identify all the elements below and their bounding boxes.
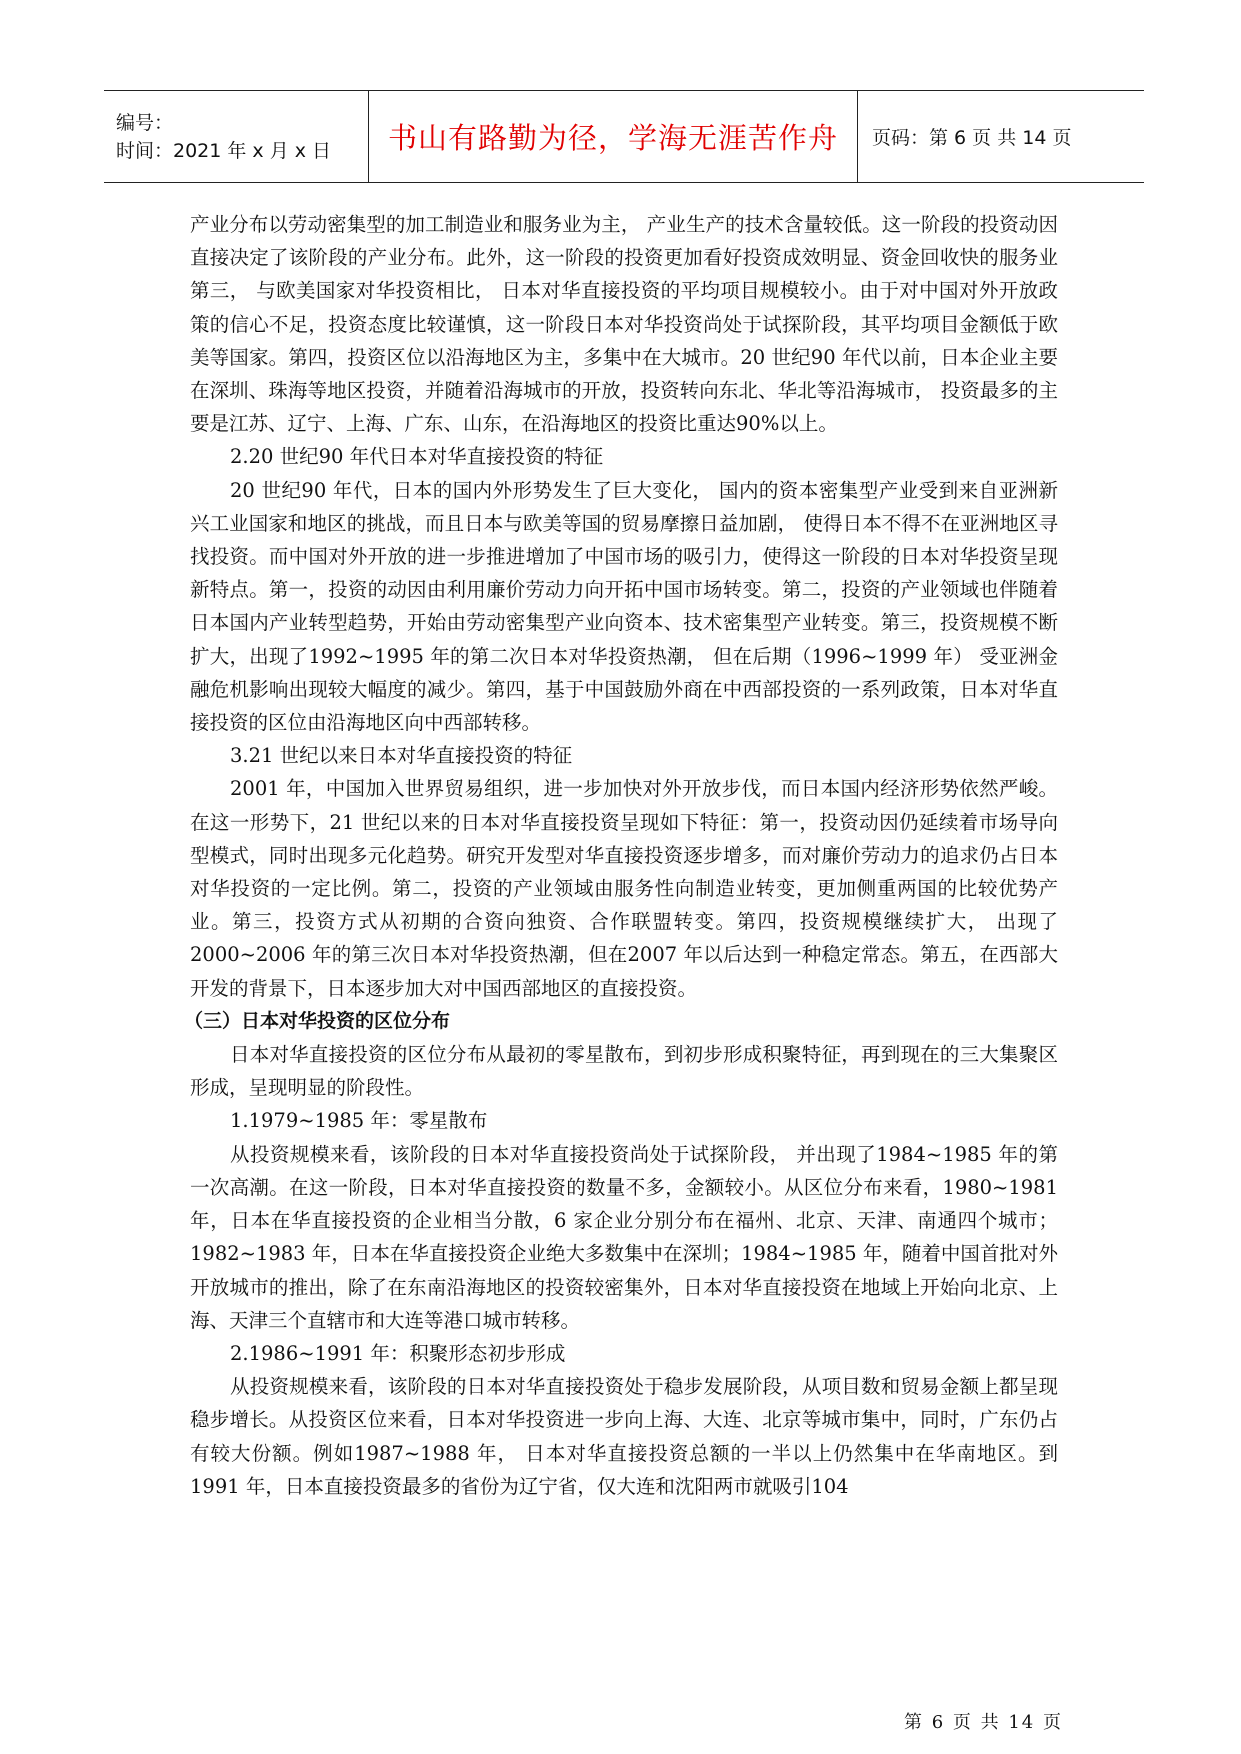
page-label: 页码：第 6 页 共 14 页 <box>872 127 1072 149</box>
header-page-cell <box>858 91 1144 182</box>
subheading: 1.1979~1985 年：零星散布 <box>230 1109 488 1133</box>
page-header <box>104 90 1144 183</box>
header-meta <box>104 91 368 182</box>
subheading: 2.20 世纪90 年代日本对华直接投资的特征 <box>230 445 604 469</box>
paragraph: 产业分布以劳动密集型的加工制造业和服务业为主， 产业生产的技术含量较低。这一阶段的投资动因直接决定了该阶段的产业分布。此外，这一阶段的投资更加看好投资成效明显、资金回收快的服务业第三， 与欧美国家对华投资相比， 日本对华直接投资的平均项目规模较小。由于对中国对外开放政策的信心不足，投资态度比较谨慎，这一阶段日本对华投资尚处于试探阶段，其平均项目金额低于欧美等国家。第四，投资区位以沿海地区为主，多集中在大城市。20 世纪90 年代以前，日本企业主要在深圳、珠海等地区投资，并随着沿海城市的开放，投资转向东北、华北等沿海城市， 投资最多的主要是江苏、辽宁、上海、广东、山东，在沿海地区的投资比重达90%以上。 <box>190 213 1058 436</box>
paragraph: 2001 年，中国加入世界贸易组织，进一步加快对外开放步伐，而日本国内经济形势依然严峻。在这一形势下，21 世纪以来的日本对华直接投资呈现如下特征：第一，投资动因仍延续着市场导向型模式，同时出现多元化趋势。研究开发型对华直接投资逐步增多，而对廉价劳动力的追求仍占日本对华投资的一定比例。第二，投资的产业领域由服务性向制造业转变，更加侧重两国的比较优势产业。第三，投资方式从初期的合资向独资、合作联盟转变。第四，投资规模继续扩大， 出现了2000~2006 年的第三次日本对华投资热潮，但在2007 年以后达到一种稳定常态。第五，在西部大开发的背景下，日本逐步加大对中国西部地区的直接投资。 <box>190 777 1058 1000</box>
paragraph: 从投资规模来看，该阶段的日本对华直接投资尚处于试探阶段， 并出现了1984~1985 年的第一次高潮。在这一阶段，日本对华直接投资的数量不多，金额较小。从区位分布来看，1980~1981 年，日本在华直接投资的企业相当分散，6 家企业分别分布在福州、北京、天津、南通四个城市；1982~1983 年，日本在华直接投资企业绝大多数集中在深圳；1984~1985 年，随着中国首批对外开放城市的推出，除了在东南沿海地区的投资较密集外，日本对华直接投资在地域上开始向北京、上海、天津三个直辖市和大连等港口城市转移。 <box>190 1142 1058 1332</box>
motto: 书山有路勤为径，学海无涯苦作舟 <box>387 121 838 155</box>
paragraph: 20 世纪90 年代，日本的国内外形势发生了巨大变化， 国内的资本密集型产业受到来自亚洲新兴工业国家和地区的挑战，而且日本与欧美等国的贸易摩擦日益加剧， 使得日本不得不在亚洲地区寻找投资。而中国对外开放的进一步推进增加了中国市场的吸引力，使得这一阶段的日本对华投资呈现新特点。第一，投资的动因由利用廉价劳动力向开拓中国市场转变。第二，投资的产业领域也伴随着日本国内产业转型趋势，开始由劳动密集型产业向资本、技术密集型产业转变。第三，投资规模不断扩大，出现了1992~1995 年的第二次日本对华投资热潮， 但在后期（1996~1999 年） 受亚洲金融危机影响出现较大幅度的减少。第四，基于中国鼓励外商在中西部投资的一系列政策，日本对华直接投资的区位由沿海地区向中西部转移。 <box>190 478 1058 735</box>
code-label: 编号： <box>116 111 174 134</box>
time-label: 时间：2021 年 x 月 x 日 <box>116 139 332 162</box>
document-body <box>184 208 1058 1503</box>
paragraph: 从投资规模来看，该阶段的日本对华直接投资处于稳步发展阶段，从项目数和贸易金额上都呈现稳步增长。从投资区位来看，日本对华投资进一步向上海、大连、北京等城市集中，同时，广东仍占有较大份额。例如1987~1988 年， 日本对华直接投资总额的一半以上仍然集中在华南地区。到1991 年，日本直接投资最多的省份为辽宁省，仅大连和沈阳两市就吸引104 <box>190 1375 1058 1498</box>
header-motto-cell <box>368 91 858 182</box>
subheading: 3.21 世纪以来日本对华直接投资的特征 <box>230 744 573 768</box>
page-footer: 第 6 页 共 14 页 <box>904 1712 1063 1733</box>
paragraph: 日本对华直接投资的区位分布从最初的零星散布，到初步形成积聚特征，再到现在的三大集聚区形成，呈现明显的阶段性。 <box>190 1043 1058 1100</box>
section-heading: （三）日本对华投资的区位分布 <box>184 1009 451 1032</box>
subheading: 2.1986~1991 年：积聚形态初步形成 <box>230 1341 566 1365</box>
